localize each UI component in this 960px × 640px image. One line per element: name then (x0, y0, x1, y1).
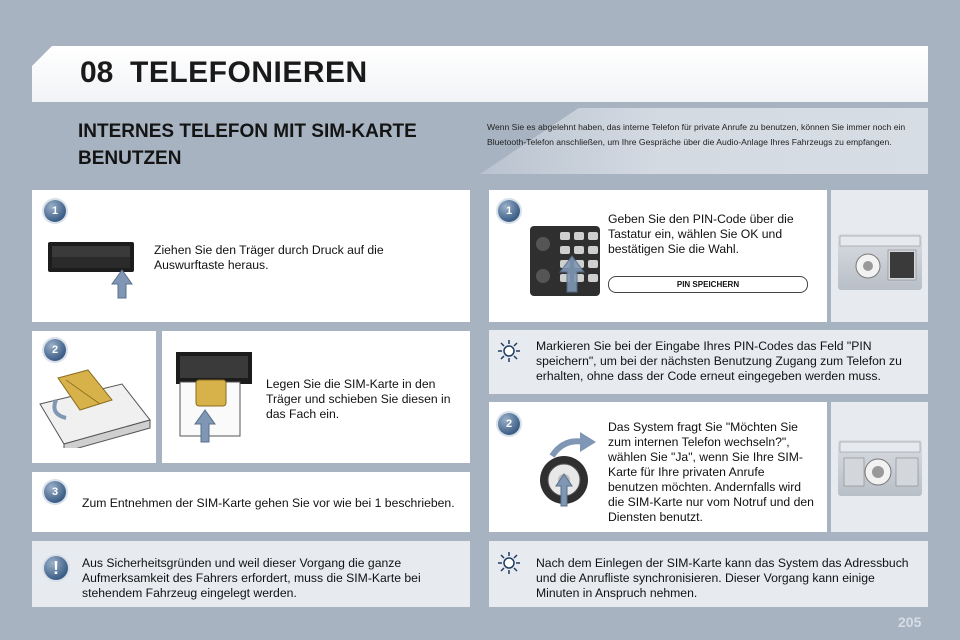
tip-2-text: Nach dem Einlegen der SIM-Karte kann das System das Adressbuch und die Anrufliste synchronisieren. Dieser Vorgang kann einige Minuten in Anspruch nehmen. (536, 556, 909, 600)
exclamation-icon: ! (44, 556, 68, 580)
step-badge: 1 (44, 200, 66, 222)
radio-unit-drawing (838, 234, 922, 290)
step-badge: 3 (44, 481, 66, 503)
radio-unit-illustration (838, 234, 922, 290)
right-step-1-text: Geben Sie den PIN-Code über die Tastatur ein, wählen Sie OK und bestätigen Sie die Wahl. (608, 212, 794, 256)
keypad-illustration (530, 226, 600, 296)
radio-unit-illustration-2 (838, 440, 922, 496)
intro-text: Wenn Sie es abgelehnt haben, das interne Telefon für private Anrufe zu benutzen, können Sie immer noch ein Bluetooth-Telefon anschließen, um Ihre Gespräche über die Audio-Anlage Ihres Fahrzeugs zu empfangen. (487, 122, 906, 147)
section-title: INTERNES TELEFON MIT SIM-KARTE BENUTZEN (78, 121, 417, 169)
left-step-1-text: Ziehen Sie den Träger durch Druck auf die Auswurftaste heraus. (154, 243, 384, 272)
warning-text: Aus Sicherheitsgründen und weil dieser Vorgang die ganze Aufmerksamkeit des Fahrers erfordert, muss die SIM-Karte bei stehendem Fahrzeug eingelegt werden. (82, 556, 421, 600)
step-badge: 1 (498, 200, 520, 222)
light-bulb-icon (498, 340, 520, 362)
left-step-2-text: Legen Sie die SIM-Karte in den Träger und schieben Sie diesen in das Fach ein. (266, 377, 451, 421)
tip-1-text: Markieren Sie bei der Eingabe Ihres PIN-Codes das Feld "PIN speichern", um bei der nächsten Benutzung Zugang zum Telefon zu erhalten, ohne dass der Code erneut eingegeben werden muss. (536, 339, 902, 383)
page-number: 205 (898, 614, 922, 630)
sim-tray-illustration (170, 352, 256, 446)
sim-card-insert-illustration (36, 364, 154, 448)
chapter-title: TELEFONIEREN (130, 56, 368, 89)
right-step-2-text: Das System fragt Sie "Möchten Sie zum internen Telefon wechseln?", wählen Sie "Ja", wenn Sie Ihre SIM-Karte für Ihre privaten Anrufe benutzen möchten. Andernfalls wird die SIM-Karte nur vom Notruf und den Diensten benutzt. (608, 420, 814, 524)
radio-unit-drawing (838, 440, 922, 496)
step-badge: 2 (498, 413, 520, 435)
arrow-up-icon (112, 270, 132, 298)
sim-tray-eject-illustration (48, 238, 148, 300)
light-bulb-icon (498, 552, 520, 574)
control-knob-illustration (534, 430, 600, 510)
left-step-3-text: Zum Entnehmen der SIM-Karte gehen Sie vor wie bei 1 beschrieben. (82, 496, 455, 510)
pin-save-button[interactable]: PIN SPEICHERN (608, 276, 808, 293)
step-badge: 2 (44, 339, 66, 361)
chapter-number: 08 (80, 56, 114, 89)
